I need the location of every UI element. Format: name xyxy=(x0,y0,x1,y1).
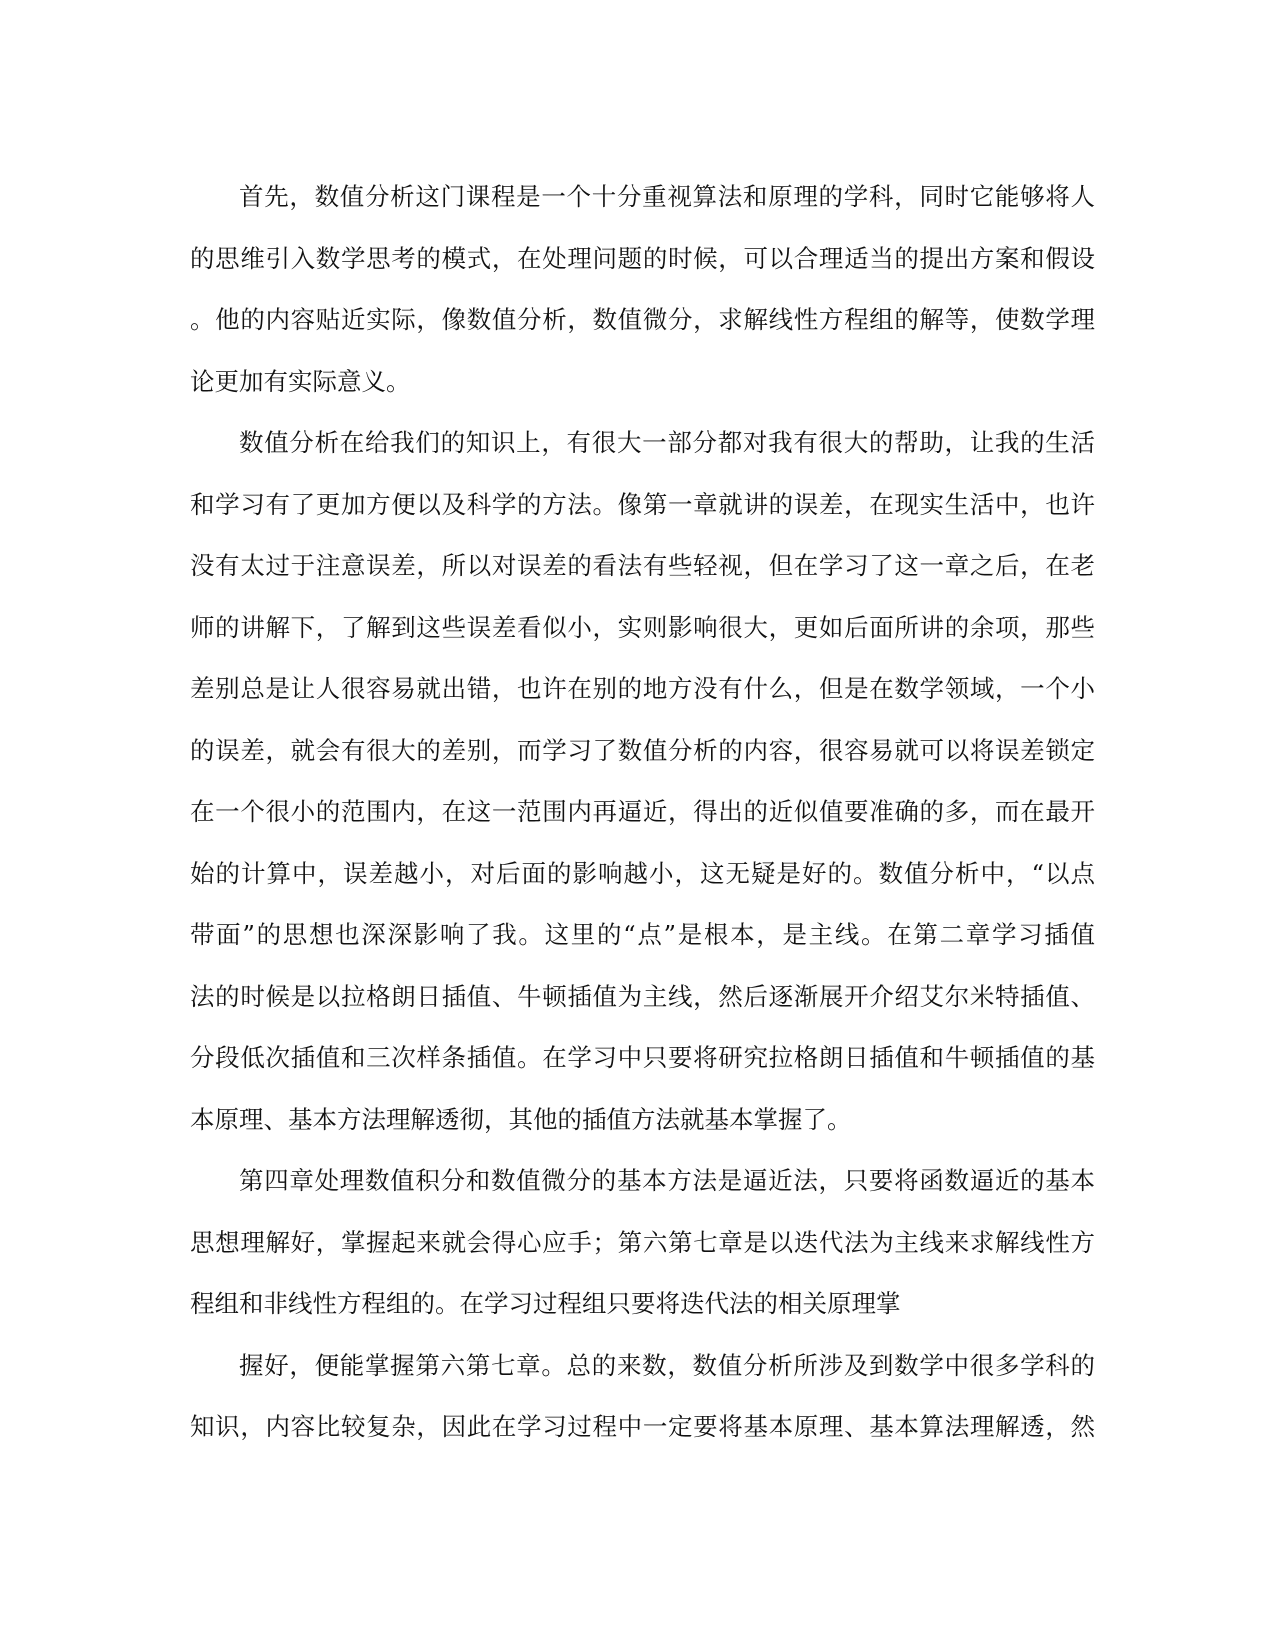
text-line: 思想理解好，掌握起来就会得心应手；第六第七章是以迭代法为主线来求解线性方 xyxy=(190,1227,1095,1257)
text-line: 首先，数值分析这门课程是一个十分重视算法和原理的学科，同时它能够将人 xyxy=(239,182,1095,211)
text-line: 的思维引入数学思考的模式，在处理问题的时候，可以合理适当的提出方案和假设 xyxy=(190,243,1095,273)
text-line: 知识，内容比较复杂，因此在学习过程中一定要将基本原理、基本算法理解透，然 xyxy=(190,1412,1095,1441)
text-line: 在一个很小的范围内，在这一范围内再逼近，得出的近似值要准确的多，而在最开 xyxy=(190,797,1095,826)
text-line: 师的讲解下，了解到这些误差看似小，实则影响很大，更如后面所讲的余项，那些 xyxy=(190,612,1095,642)
paragraph-4 xyxy=(190,1335,1095,1458)
body-text xyxy=(190,166,1095,1458)
text-line: 第四章处理数值积分和数值微分的基本方法是逼近法，只要将函数逼近的基本 xyxy=(239,1166,1095,1195)
text-line: 。他的内容贴近实际，像数值分析，数值微分，求解线性方程组的解等，使数学理 xyxy=(190,305,1095,334)
text-line: 分段低次插值和三次样条插值。在学习中只要将研究拉格朗日插值和牛顿插值的基 xyxy=(190,1043,1095,1072)
paragraph-3 xyxy=(190,1150,1095,1335)
text-line: 带面”的思想也深深影响了我。这里的“点”是根本，是主线。在第二章学习插值 xyxy=(190,920,1095,949)
paragraph-1 xyxy=(190,166,1095,412)
paragraph-2 xyxy=(190,412,1095,1150)
text-line: 程组和非线性方程组的。在学习过程组只要将迭代法的相关原理掌 xyxy=(190,1289,901,1318)
text-line: 差别总是让人很容易就出错，也许在别的地方没有什么，但是在数学领域，一个小 xyxy=(190,674,1095,703)
text-line: 始的计算中，误差越小，对后面的影响越小，这无疑是好的。数值分析中，“以点 xyxy=(190,858,1095,888)
text-line: 法的时候是以拉格朗日插值、牛顿插值为主线，然后逐渐展开介绍艾尔米特插值、 xyxy=(190,981,1095,1011)
text-line: 没有太过于注意误差，所以对误差的看法有些轻视，但在学习了这一章之后，在老 xyxy=(190,551,1095,580)
text-line: 和学习有了更加方便以及科学的方法。像第一章就讲的误差，在现实生活中，也许 xyxy=(190,489,1095,519)
text-line: 数值分析在给我们的知识上，有很大一部分都对我有很大的帮助，让我的生活 xyxy=(239,428,1095,457)
text-line: 握好，便能掌握第六第七章。总的来数，数值分析所涉及到数学中很多学科的 xyxy=(239,1350,1095,1380)
text-line: 论更加有实际意义。 xyxy=(190,366,411,396)
text-line: 本原理、基本方法理解透彻，其他的插值方法就基本掌握了。 xyxy=(190,1104,852,1134)
text-line: 的误差，就会有很大的差别，而学习了数值分析的内容，很容易就可以将误差锁定 xyxy=(190,735,1095,765)
